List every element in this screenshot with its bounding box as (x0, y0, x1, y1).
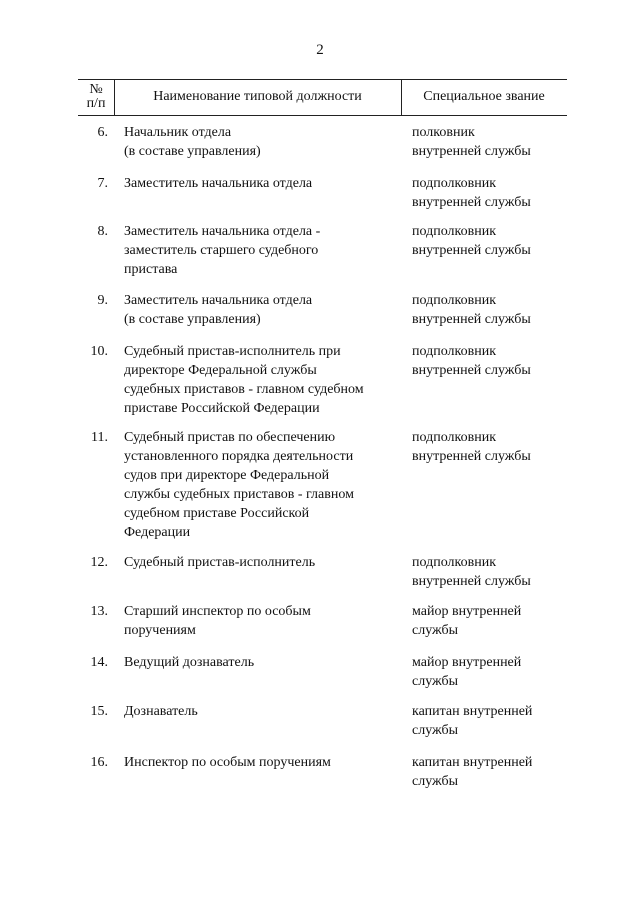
special-rank-line: внутренней службы (412, 574, 531, 589)
special-rank-line: полковник (412, 125, 475, 140)
row-number: 9. (97, 293, 108, 308)
position-name (124, 222, 399, 279)
position-name-line: Начальник отдела (124, 125, 232, 140)
special-rank-line: внутренней службы (412, 243, 531, 258)
special-rank-line: внутренней службы (412, 312, 531, 327)
position-name-line: поручениям (124, 623, 196, 638)
position-name-line: (в составе управления) (124, 312, 261, 327)
special-rank (412, 174, 562, 212)
row-number: 6. (97, 125, 108, 140)
special-rank (412, 753, 562, 791)
special-rank-line: подполковник (412, 344, 496, 359)
position-name-line: Старший инспектор по особым (124, 604, 311, 619)
position-name-line: Заместитель начальника отдела (124, 176, 313, 191)
special-rank (412, 602, 562, 640)
position-name-line: Инспектор по особым поручениям (124, 755, 331, 770)
position-name-line: установленного порядка деятельности (124, 449, 354, 464)
special-rank-line: службы (412, 723, 459, 738)
position-name-line: Судебный пристав-исполнитель (124, 555, 316, 570)
special-rank-line: службы (412, 674, 459, 689)
header-number-line1: № (89, 82, 103, 97)
header-position-name: Наименование типовой должности (153, 89, 362, 104)
special-rank-line: подполковник (412, 176, 496, 191)
row-number: 14. (90, 655, 108, 670)
special-rank-line: подполковник (412, 555, 496, 570)
position-name (124, 123, 399, 161)
special-rank (412, 653, 562, 691)
special-rank-line: внутренней службы (412, 449, 531, 464)
special-rank-line: капитан внутренней (412, 704, 533, 719)
row-number: 7. (97, 176, 108, 191)
row-number: 11. (91, 430, 108, 445)
row-number: 15. (90, 704, 108, 719)
position-name-line: судебном приставе Российской (124, 506, 310, 521)
position-name-line: заместитель старшего судебного (124, 243, 319, 258)
position-name-line: Ведущий дознаватель (124, 655, 255, 670)
special-rank-line: службы (412, 774, 459, 789)
position-name (124, 753, 399, 772)
position-name-line: службы судебных приставов - главном (124, 487, 354, 502)
position-name-line: судебных приставов - главном судебном (124, 382, 364, 397)
special-rank-line: майор внутренней (412, 655, 522, 670)
position-name (124, 342, 399, 418)
position-name-line: Заместитель начальника отдела (124, 293, 313, 308)
special-rank-line: подполковник (412, 224, 496, 239)
position-name (124, 553, 399, 572)
position-name-line: Дознаватель (124, 704, 198, 719)
header-special-rank: Специальное звание (423, 89, 545, 104)
position-name-line: (в составе управления) (124, 144, 261, 159)
special-rank-line: внутренней службы (412, 363, 531, 378)
special-rank (412, 123, 562, 161)
position-name (124, 291, 399, 329)
special-rank-line: капитан внутренней (412, 755, 533, 770)
position-name (124, 702, 399, 721)
row-number: 10. (90, 344, 108, 359)
position-name-line: Судебный пристав-исполнитель при (124, 344, 341, 359)
special-rank-line: майор внутренней (412, 604, 522, 619)
position-name-line: Федерации (124, 525, 191, 540)
position-name-line: директоре Федеральной службы (124, 363, 317, 378)
header-number-line2: п/п (86, 96, 106, 111)
special-rank (412, 342, 562, 380)
position-name-line: Заместитель начальника отдела - (124, 224, 321, 239)
special-rank (412, 222, 562, 260)
page-number: 2 (316, 42, 324, 58)
special-rank-line: подполковник (412, 430, 496, 445)
special-rank (412, 553, 562, 591)
table-header (78, 79, 567, 116)
header-number (78, 83, 114, 111)
row-number: 16. (90, 755, 108, 770)
position-name (124, 653, 399, 672)
position-name-line: пристава (124, 262, 178, 277)
special-rank (412, 702, 562, 740)
position-name-line: Судебный пристав по обеспечению (124, 430, 336, 445)
position-name (124, 602, 399, 640)
row-number: 8. (97, 224, 108, 239)
position-name (124, 174, 399, 193)
row-number: 13. (90, 604, 108, 619)
position-name-line: судов при директоре Федеральной (124, 468, 330, 483)
special-rank (412, 291, 562, 329)
special-rank-line: подполковник (412, 293, 496, 308)
special-rank-line: внутренней службы (412, 195, 531, 210)
special-rank-line: службы (412, 623, 459, 638)
row-number: 12. (90, 555, 108, 570)
position-name (124, 428, 399, 542)
position-name-line: приставе Российской Федерации (124, 401, 320, 416)
special-rank (412, 428, 562, 466)
special-rank-line: внутренней службы (412, 144, 531, 159)
